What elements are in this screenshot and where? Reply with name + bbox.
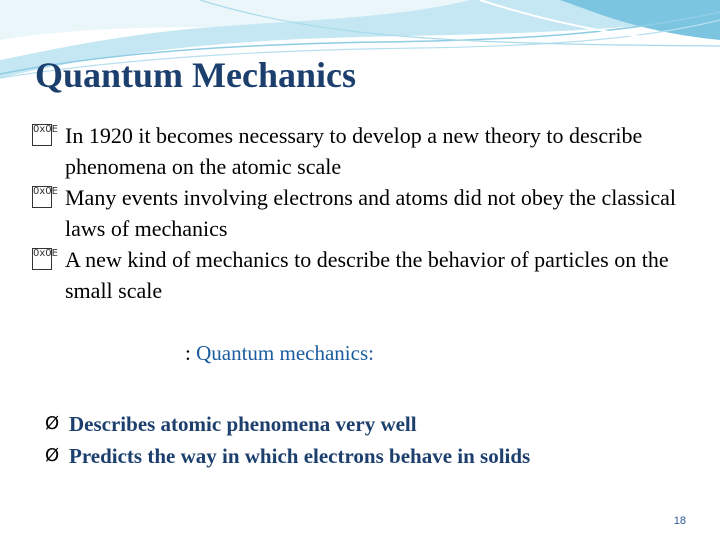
bullet-item [32,120,702,182]
arrow-list [45,408,685,472]
arrow-bullet-icon: Ø [45,445,60,466]
arrow-list-item [45,440,685,472]
missing-glyph-icon: 0x0E [32,124,52,146]
missing-glyph-icon: 0x0E [32,186,52,208]
bullet-text: Many events involving electrons and atoms did not obey the classical laws of mechanics [65,185,676,241]
bullet-item [32,244,702,306]
missing-glyph-icon: 0x0E [32,248,52,270]
arrow-item-text: Predicts the way in which electrons behave in solids [69,444,531,468]
subheading-label: Quantum mechanics: [196,341,374,365]
slide-title: Quantum Mechanics [35,55,357,95]
bullet-text: A new kind of mechanics to describe the behavior of particles on the small scale [65,247,669,303]
bullet-item [32,182,702,244]
arrow-list-item [45,408,685,440]
arrow-item-text: Describes atomic phenomena very well [69,412,417,436]
quantum-mechanics-subheading [185,341,374,366]
bullet-list [32,120,702,306]
page-number: 18 [673,515,686,527]
bullet-text: In 1920 it becomes necessary to develop a new theory to describe phenomena on the atomic scale [65,123,643,179]
subheading-prefix: : [185,341,191,365]
arrow-bullet-icon: Ø [45,413,60,434]
